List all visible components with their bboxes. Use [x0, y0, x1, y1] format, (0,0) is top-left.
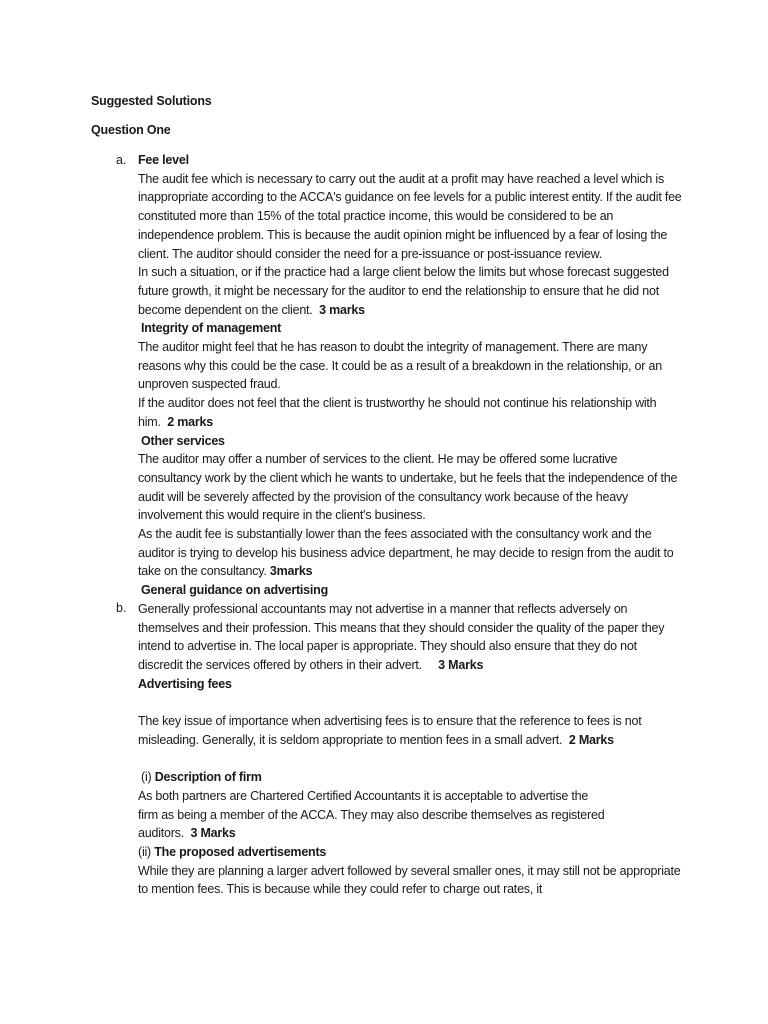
- description-of-firm-prefix: (i): [141, 770, 155, 785]
- spacer: [138, 693, 683, 712]
- description-of-firm-line-2: firm as being a member of the ACCA. They may also describe themselves as registered: [138, 807, 605, 822]
- integrity-heading: Integrity of management: [141, 321, 282, 336]
- description-of-firm-marks: 3 Marks: [190, 826, 236, 841]
- description-of-firm-title: Description of firm: [154, 770, 262, 785]
- proposed-advertisements-heading: [138, 843, 683, 862]
- fee-level-marks: 3 marks: [319, 302, 365, 317]
- fee-level-paragraph-1: The audit fee which is necessary to carry out the audit at a profit may have reached a level which is inappropriate according to the ACCA's guidance on fee levels for a public interest entity. If the audit fee constituted more than 15% of the total practice income, this would be considered to be an independence problem. This is because the audit opinion might be influenced by a fear of losing the client. The auditor should consider the need for a pre-issuance or post-issuance review.: [138, 171, 682, 261]
- fee-level-paragraph-2: [138, 263, 683, 319]
- fee-level-text: In such a situation, or if the practice had a large client below the limits but whose forecast suggested future growth, it might be necessary for the auditor to end the relationship to ensure that he did not become dependent on the client.: [138, 265, 669, 317]
- description-of-firm-heading: [138, 768, 683, 787]
- other-services-paragraph-1: The auditor may offer a number of services to the client. He may be offered some lucrative consultancy work by the client which he wants to undertake, but he feels that the independence of the audit will be severely affected by the provision of the consultancy work because of the heavy involvement this would require in the client's business.: [138, 452, 678, 523]
- spacer: [138, 749, 683, 768]
- advertising-guidance-paragraph: [138, 600, 683, 675]
- description-of-firm-text: auditors.: [138, 826, 184, 841]
- other-services-paragraph-2: [138, 525, 683, 581]
- list-marker-a: a.: [116, 153, 127, 167]
- other-services-marks: 3marks: [269, 564, 313, 579]
- integrity-text: If the auditor does not feel that the client is trustworthy he should not continue his relationship with him.: [138, 396, 657, 429]
- integrity-paragraph-2: [138, 394, 683, 431]
- proposed-advertisements-prefix: (ii): [138, 844, 155, 859]
- advertising-guidance-heading: General guidance on advertising: [141, 583, 328, 598]
- integrity-paragraph-1: The auditor might feel that he has reason to doubt the integrity of management. There are many reasons why this could be the case. It could be as a result of a breakdown in the relationship, or an unproven suspected fraud.: [138, 340, 662, 392]
- integrity-marks: 2 marks: [167, 414, 213, 429]
- advertising-fees-paragraph: [138, 712, 683, 749]
- description-of-firm-line-3: [138, 824, 683, 843]
- advertising-fees-text: The key issue of importance when advertising fees is to ensure that the reference to fees is not misleading. Generally, it is seldom appropriate to mention fees in a small advert.: [138, 714, 642, 747]
- advertising-guidance-text: Generally professional accountants may not advertise in a manner that reflects adversely on themselves and their profession. This means that they should consider the quality of the paper they intend to advertise in. The local paper is appropriate. They should also ensure that they do not discredit the services offered by others in their advert.: [138, 601, 665, 672]
- other-services-heading: Other services: [141, 433, 225, 448]
- other-services-text: As the audit fee is substantially lower than the fees associated with the consultancy work and the auditor is trying to develop his business advice department, he may decide to resign from the audit to take on the consultancy.: [138, 527, 674, 579]
- proposed-advertisements-paragraph: While they are planning a larger advert followed by several smaller ones, it may still not be appropriate to mention fees. This is because while they could refer to charge out rates, it: [138, 863, 681, 897]
- advertising-fees-heading: Advertising fees: [138, 676, 232, 691]
- advertising-guidance-marks: 3 Marks: [438, 657, 484, 672]
- advertising-fees-marks: 2 Marks: [568, 732, 614, 747]
- description-of-firm-line-1: As both partners are Chartered Certified Accountants it is acceptable to advertise the: [138, 788, 589, 803]
- list-marker-b: b.: [116, 601, 127, 615]
- proposed-advertisements-title: The proposed advertisements: [154, 844, 327, 859]
- fee-level-heading: Fee level: [138, 153, 189, 167]
- document-title: Suggested Solutions: [91, 94, 212, 108]
- question-heading: Question One: [91, 123, 171, 137]
- answer-content: [138, 151, 683, 899]
